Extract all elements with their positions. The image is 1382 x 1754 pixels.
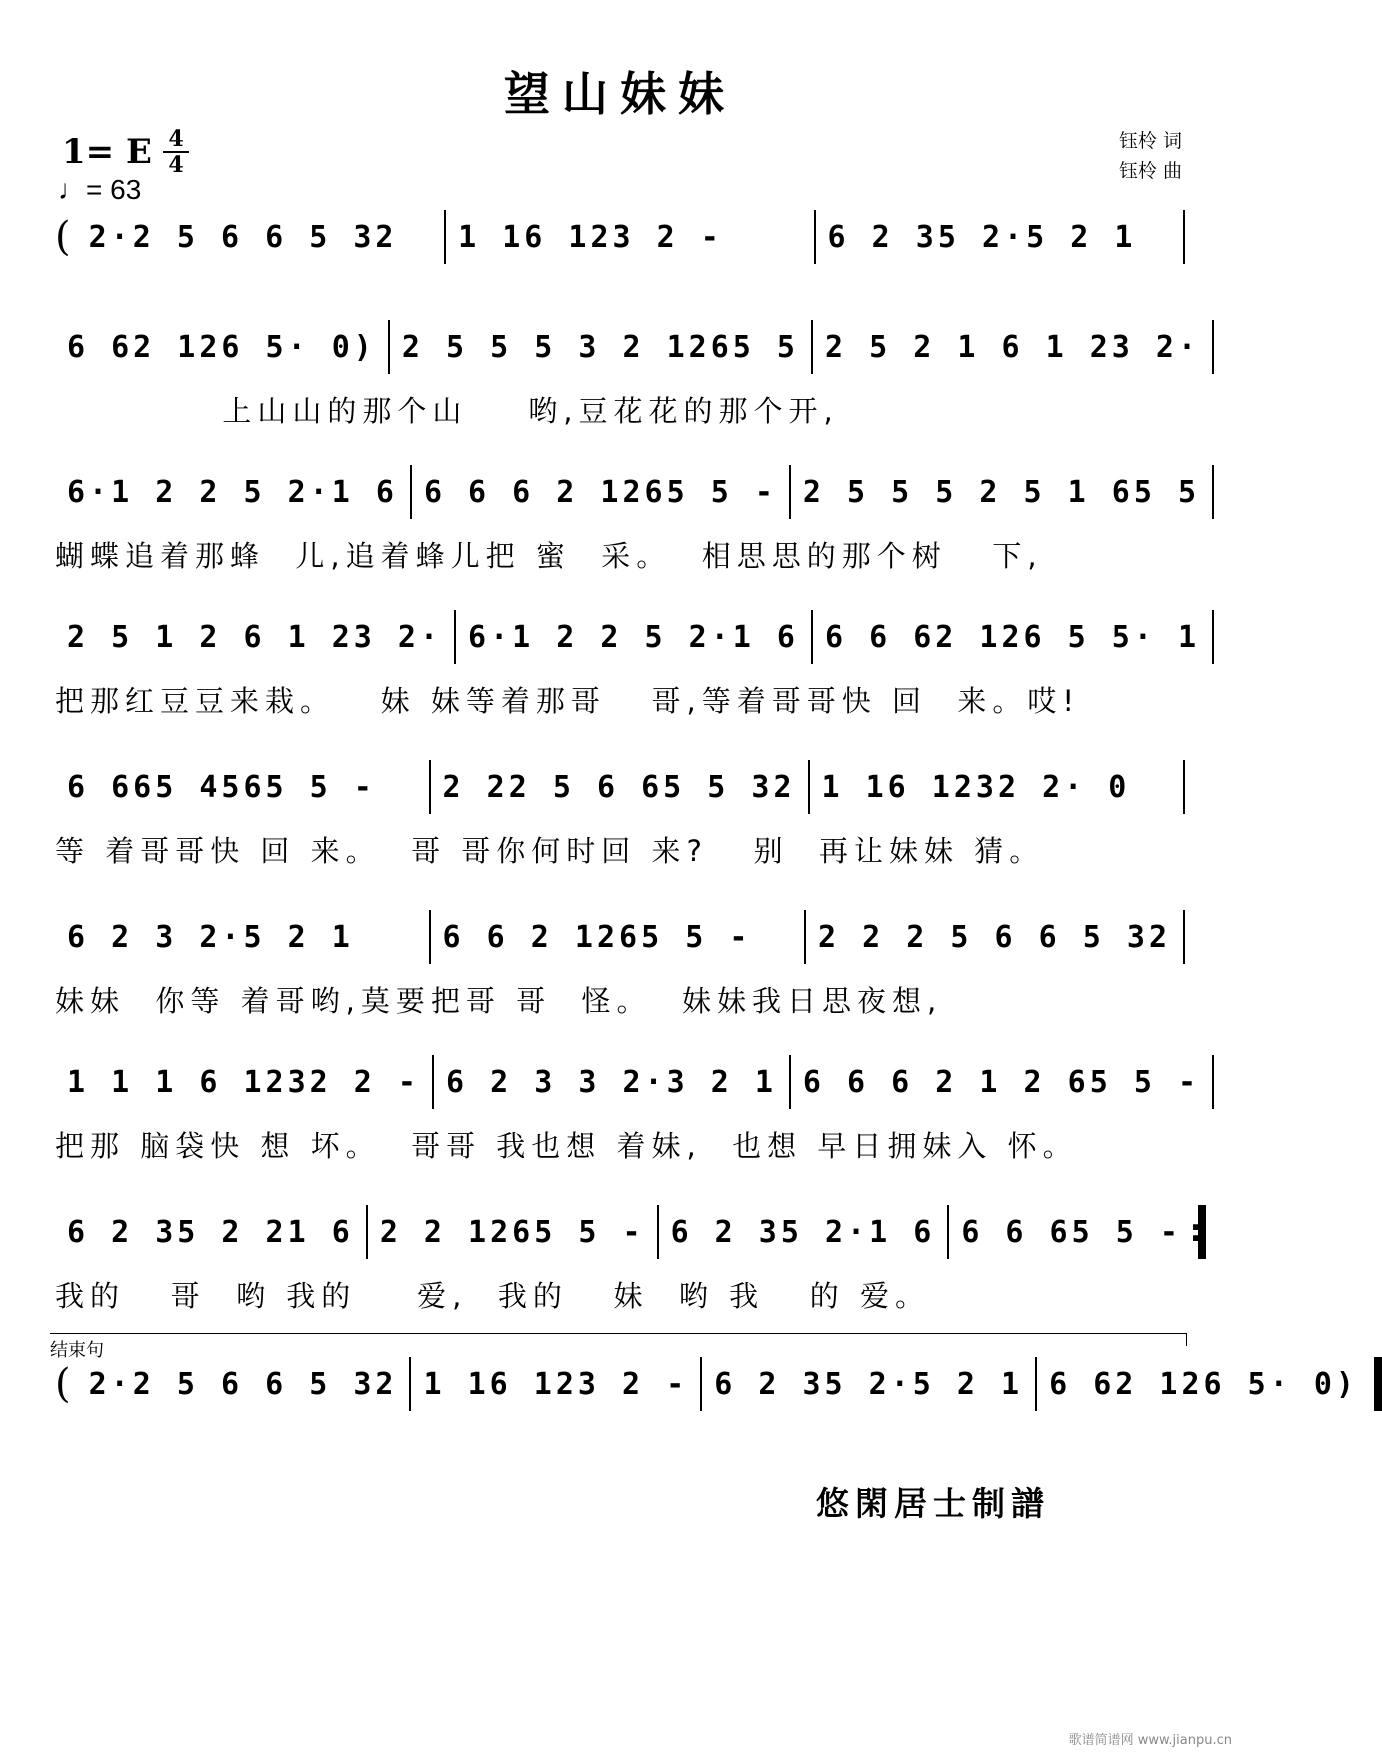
measure: 6 2 35 2 21 6 — [67, 1214, 354, 1250]
measure: 6 665 4565 5 - — [67, 769, 376, 805]
tempo-marking — [58, 174, 141, 206]
lyrics-line: 等 着哥哥快 回 来。 哥 哥你何时回 来? 别 再让妹妹 猜。 — [55, 834, 1045, 868]
watermark: 歌谱简谱网 www.jianpu.cn — [1068, 1733, 1232, 1748]
lyrics-line: 蝴蝶追着那蜂 儿,追着蜂儿把 蜜 采。 相思思的那个树 下, — [55, 539, 1043, 573]
notation-line — [55, 1200, 1185, 1264]
measure: 6 62 126 5· 0) — [67, 329, 376, 365]
measure: 1 16 1232 2· 0 — [821, 769, 1131, 805]
measure: 6 6 6 2 1 2 65 5 - — [802, 1064, 1201, 1100]
measure: 6 2 3 2·5 2 1 — [67, 919, 354, 955]
barline — [1212, 320, 1214, 374]
key-signature: 1= E — [62, 132, 152, 172]
score-system — [55, 905, 1185, 1019]
measure: 6 6 65 5 - — [961, 1214, 1182, 1250]
lyricist-credit: 钰柃 词 — [1118, 130, 1182, 152]
measure: 6·1 2 2 5 2·1 6 — [468, 619, 799, 655]
measure: 6·1 2 2 5 2·1 6 — [67, 474, 398, 510]
notation-line — [55, 905, 1185, 969]
barline — [1183, 210, 1185, 264]
measure: 2 5 2 1 6 1 23 2· — [824, 329, 1201, 365]
barline — [1212, 610, 1214, 664]
measure: 6 62 126 5· 0) — [1049, 1366, 1358, 1402]
lyrics-line — [55, 279, 1185, 319]
score-title: 望山妹妹 — [504, 67, 736, 121]
measure: 1 16 123 2 - — [458, 219, 723, 255]
measure: 2·2 5 6 6 5 32 — [88, 1366, 398, 1402]
score-system — [55, 605, 1201, 719]
time-signature-bottom: 4 — [168, 152, 184, 178]
measure: 6 6 2 1265 5 - — [442, 919, 752, 955]
notation-line — [55, 605, 1201, 669]
barline — [1183, 910, 1185, 964]
tempo-value: = 63 — [86, 174, 142, 205]
measure: 6 2 35 2·5 2 1 — [827, 219, 1137, 255]
notation-line — [55, 755, 1185, 819]
measure: 1 16 123 2 - — [423, 1366, 689, 1402]
notation-line — [55, 205, 1185, 269]
quarter-note-icon: ♩ — [58, 174, 86, 205]
measure: 2 2 1265 5 - — [379, 1214, 645, 1250]
credits — [1119, 126, 1182, 186]
score-system — [55, 755, 1185, 869]
measure: 1 1 1 6 1232 2 - — [67, 1064, 420, 1100]
time-signature — [163, 128, 189, 176]
measure: 2 5 5 5 2 5 1 65 5 — [802, 474, 1201, 510]
coda-label: 结束句 — [50, 1340, 104, 1361]
intro-parenthesis: ( — [55, 1361, 71, 1407]
notation-line — [55, 460, 1201, 524]
barline — [1212, 465, 1214, 519]
lyrics-line: 把那红豆豆来栽。 妹 妹等着那哥 哥,等着哥哥快 回 来。哎! — [55, 684, 1081, 718]
barline — [1183, 760, 1185, 814]
measure: 6 2 35 2·1 6 — [670, 1214, 936, 1250]
repeat-barline — [1198, 1205, 1206, 1259]
measure: 2·2 5 6 6 5 32 — [88, 219, 398, 255]
lyrics-line: 妹妹 你等 着哥哟,莫要把哥 哥 怪。 妹妹我日思夜想, — [55, 984, 943, 1018]
intro-parenthesis: ( — [55, 214, 71, 260]
score-system — [55, 1050, 1201, 1164]
score-system — [55, 205, 1185, 319]
measure: 6 2 35 2·5 2 1 — [714, 1366, 1024, 1402]
notation-line — [55, 315, 1201, 379]
measure: 2 5 5 5 3 2 1265 5 — [401, 329, 799, 365]
composer-credit: 钰柃 曲 — [1118, 160, 1182, 182]
notation-line — [55, 1050, 1201, 1114]
barline — [1212, 1055, 1214, 1109]
measure: 2 5 1 2 6 1 23 2· — [67, 619, 443, 655]
time-signature-top: 4 — [168, 126, 184, 152]
measure: 2 22 5 6 65 5 32 — [442, 769, 796, 805]
transcriber-signature: 悠閑居士制譜 — [816, 1484, 1050, 1523]
score-system — [55, 460, 1201, 574]
score-system — [55, 315, 1201, 429]
lyrics-line: 我的 哥 哟 我的 爱, 我的 妹 哟 我 的 爱。 — [55, 1279, 931, 1313]
measure: 6 2 3 3 2·3 2 1 — [445, 1064, 777, 1100]
notation-line — [55, 1352, 1358, 1416]
measure: 6 6 6 2 1265 5 - — [423, 474, 777, 510]
lyrics-line: 把那 脑袋快 想 坏。 哥哥 我也想 着妹, 也想 早日拥妹入 怀。 — [55, 1129, 1078, 1163]
final-barline — [1374, 1357, 1382, 1411]
measure: 2 2 2 5 6 6 5 32 — [818, 919, 1172, 955]
measure: 6 6 62 126 5 5· 1 — [824, 619, 1201, 655]
score-system — [55, 1200, 1185, 1314]
score-system — [55, 1352, 1358, 1466]
lyrics-line — [55, 1426, 1185, 1466]
lyrics-line: 上山山的那个山 哟,豆花花的那个开, — [55, 394, 839, 428]
coda-bracket — [50, 1333, 1187, 1346]
